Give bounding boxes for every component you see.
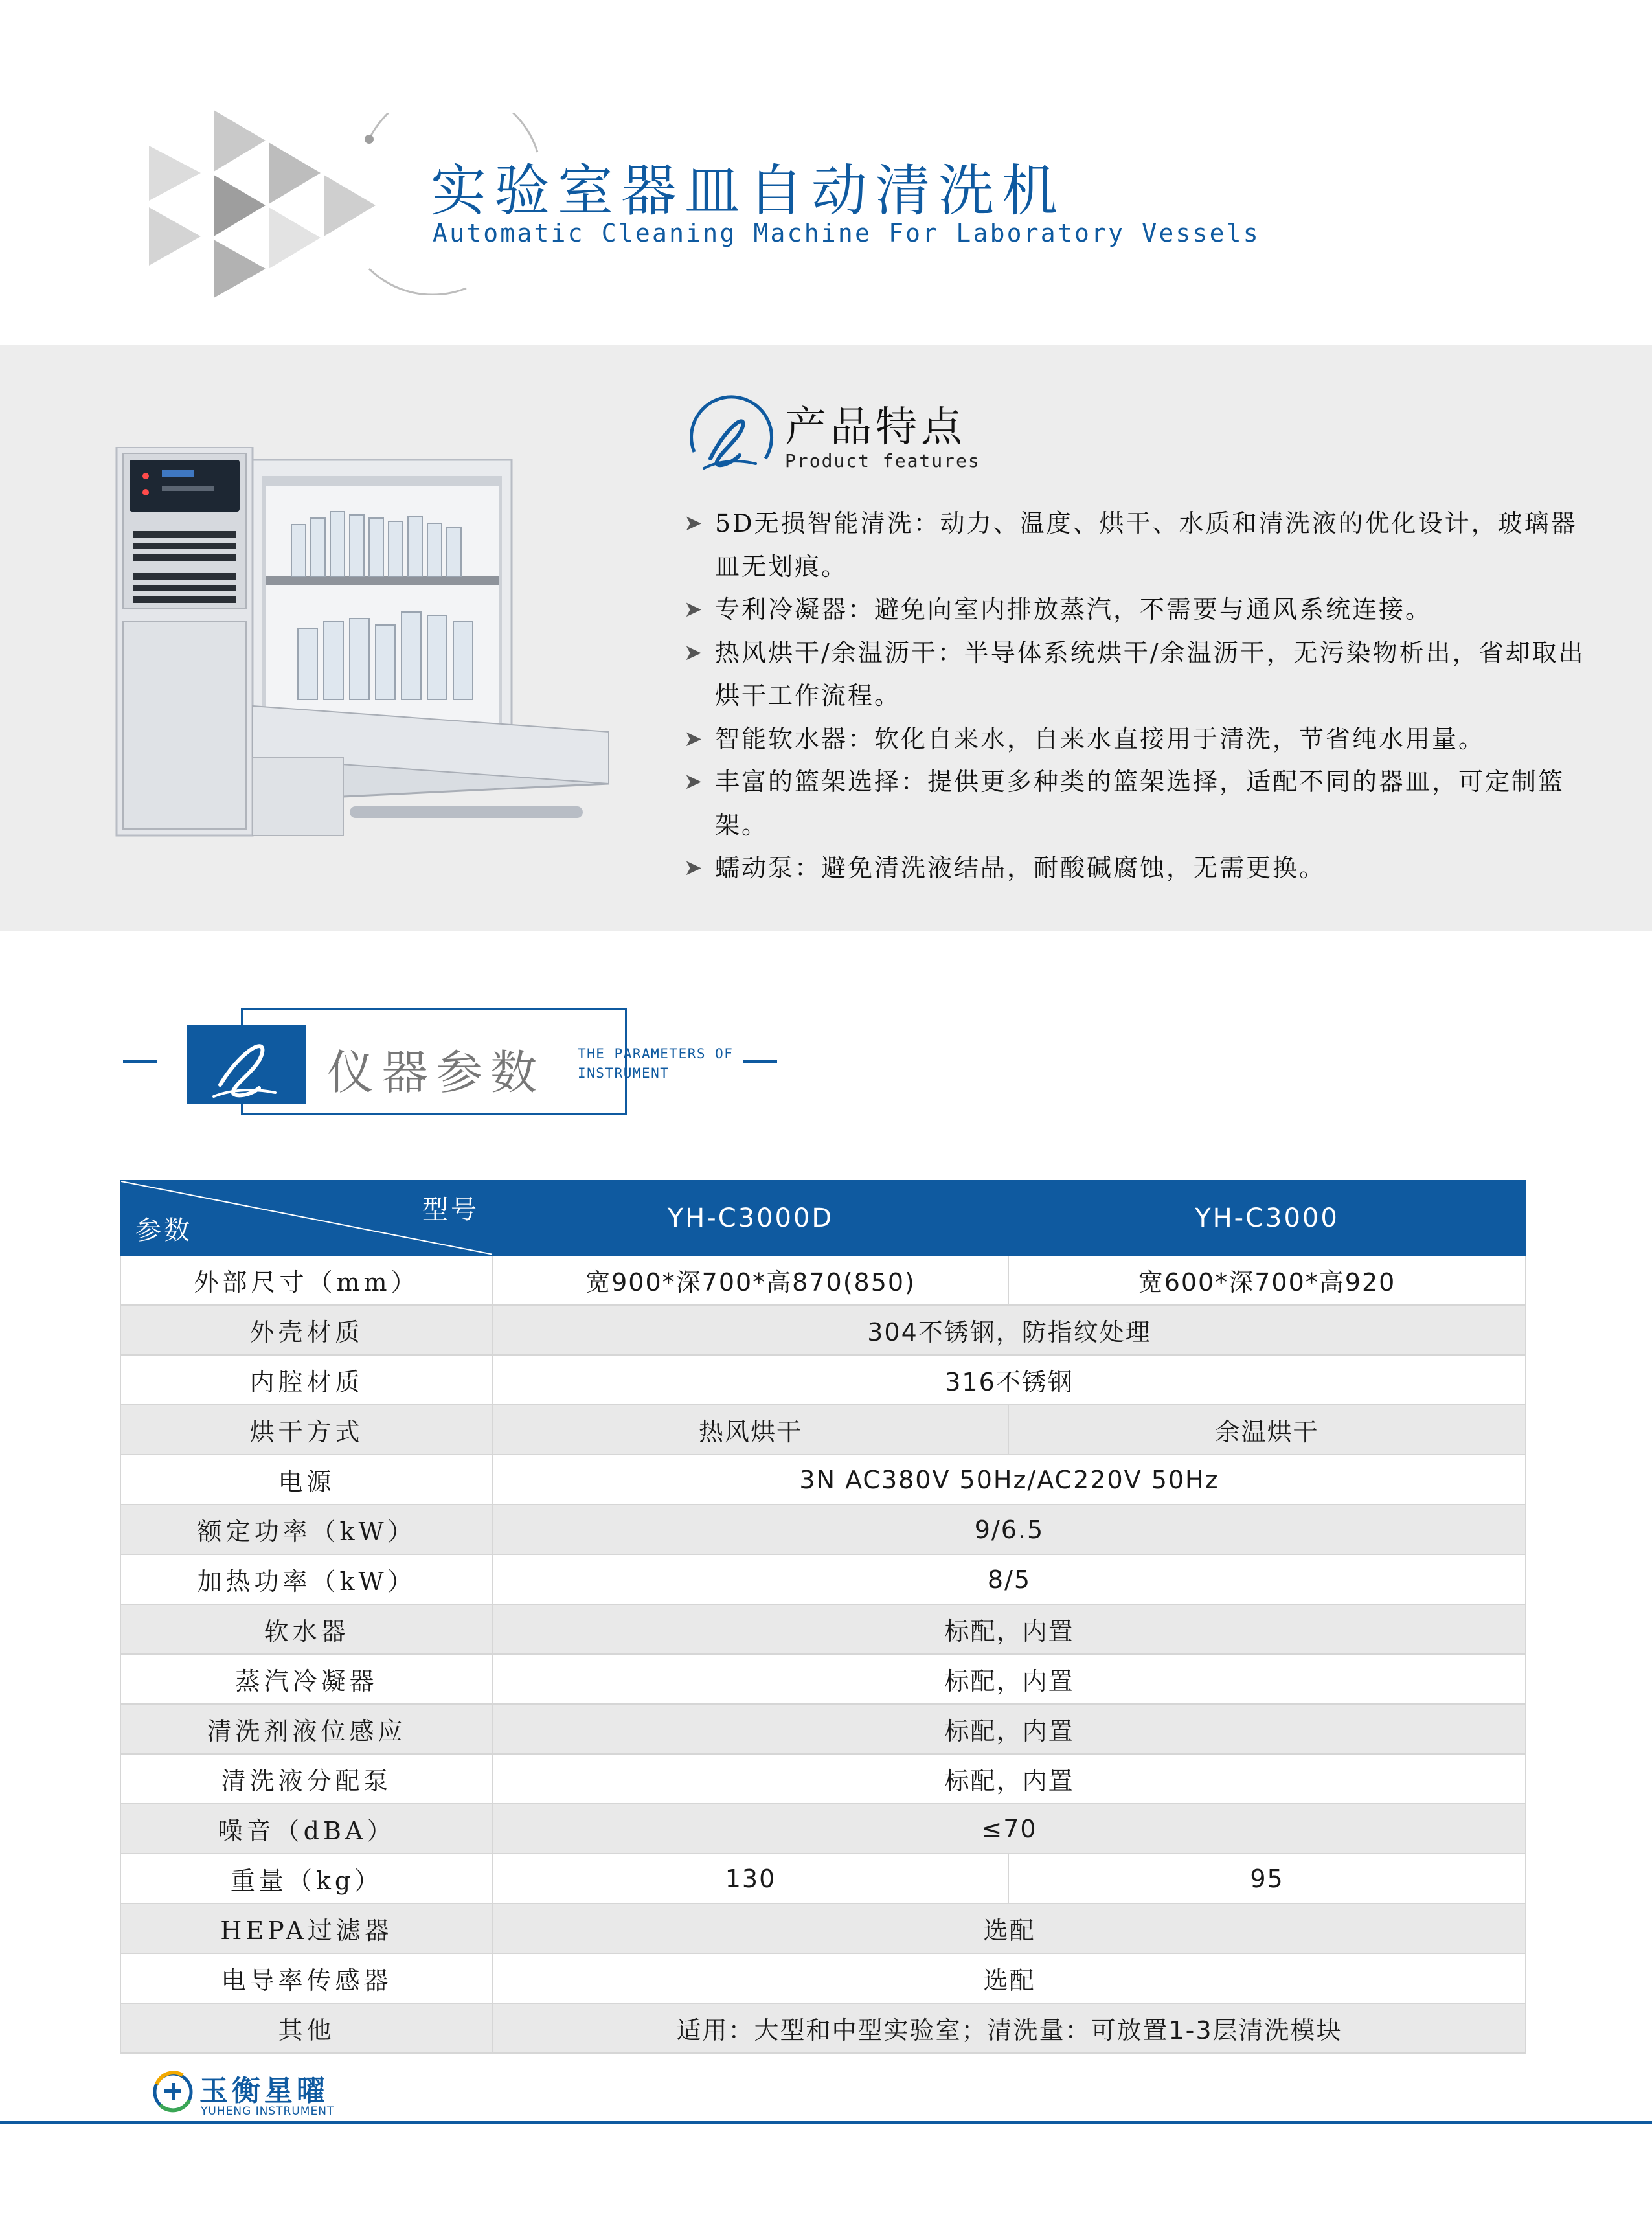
row-value: 宽600*深700*高920 bbox=[1008, 1255, 1526, 1305]
row-label: 其他 bbox=[120, 2003, 493, 2053]
corner-model-label: 型号 bbox=[422, 1195, 479, 1225]
features-logo-icon bbox=[681, 387, 778, 484]
row-value: 热风烘干 bbox=[493, 1405, 1008, 1455]
feature-item: ➤ 5D无损智能清洗：动力、温度、烘干、水质和清洗液的优化设计，玻璃器皿无划痕。 bbox=[681, 502, 1601, 588]
row-value: 宽900*深700*高870(850) bbox=[493, 1255, 1008, 1305]
table-row bbox=[120, 1704, 1526, 1754]
arrow-bullet-icon: ➤ bbox=[684, 855, 705, 881]
features-list bbox=[681, 502, 1601, 890]
table-row bbox=[120, 1405, 1526, 1455]
table-row bbox=[120, 1255, 1526, 1305]
brand-logo-icon bbox=[150, 2065, 196, 2117]
table-row bbox=[120, 1854, 1526, 1903]
params-subtitle: THE PARAMETERS OF INSTRUMENT bbox=[578, 1046, 734, 1081]
table-row bbox=[120, 1903, 1526, 1953]
arrow-bullet-icon: ➤ bbox=[684, 596, 705, 622]
row-value: 标配，内置 bbox=[493, 1604, 1526, 1654]
footer-rule bbox=[0, 2121, 1652, 2124]
row-label: 外部尺寸（mm） bbox=[120, 1255, 493, 1305]
arrow-bullet-icon: ➤ bbox=[684, 510, 705, 536]
feature-item: ➤ 蠕动泵：避免清洗液结晶，耐酸碱腐蚀，无需更换。 bbox=[681, 846, 1601, 890]
row-label: 软水器 bbox=[120, 1604, 493, 1654]
row-label: 噪音（dBA） bbox=[120, 1804, 493, 1854]
row-value: 标配，内置 bbox=[493, 1754, 1526, 1804]
row-label: 烘干方式 bbox=[120, 1405, 493, 1455]
table-row bbox=[120, 1604, 1526, 1654]
footer-brand-en: YUHENG INSTRUMENT bbox=[201, 2105, 335, 2118]
row-value: 8/5 bbox=[493, 1554, 1526, 1604]
table-row bbox=[120, 1355, 1526, 1405]
row-label: 蒸汽冷凝器 bbox=[120, 1654, 493, 1704]
arrow-bullet-icon: ➤ bbox=[684, 639, 705, 666]
spec-table-body bbox=[120, 1255, 1526, 2053]
table-row bbox=[120, 1953, 1526, 2003]
feature-item: ➤ 丰富的篮架选择：提供更多种类的篮架选择，适配不同的器皿，可定制篮架。 bbox=[681, 760, 1601, 846]
row-value: 适用：大型和中型实验室；清洗量：可放置1-3层清洗模块 bbox=[493, 2003, 1526, 2053]
row-label: 清洗液分配泵 bbox=[120, 1754, 493, 1804]
row-value: 304不锈钢，防指纹处理 bbox=[493, 1305, 1526, 1355]
table-row bbox=[120, 1754, 1526, 1804]
row-value: 标配，内置 bbox=[493, 1704, 1526, 1754]
features-subtitle: Product features bbox=[785, 450, 980, 471]
model-header: YH-C3000D bbox=[493, 1181, 1008, 1255]
row-label: 加热功率（kW） bbox=[120, 1554, 493, 1604]
row-value: 9/6.5 bbox=[493, 1505, 1526, 1554]
spec-table bbox=[120, 1180, 1526, 2054]
row-value: 316不锈钢 bbox=[493, 1355, 1526, 1405]
heading-rule-right bbox=[743, 1060, 777, 1063]
page-subtitle: Automatic Cleaning Machine For Laboratory Vessels bbox=[433, 219, 1260, 247]
corner-param-label: 参数 bbox=[135, 1216, 192, 1245]
feature-item: ➤ 专利冷凝器：避免向室内排放蒸汽，不需要与通风系统连接。 bbox=[681, 588, 1601, 631]
product-image bbox=[104, 447, 673, 848]
row-label: 电导率传感器 bbox=[120, 1953, 493, 2003]
table-row bbox=[120, 1554, 1526, 1604]
row-label: 外壳材质 bbox=[120, 1305, 493, 1355]
row-value: 选配 bbox=[493, 1903, 1526, 1953]
table-row bbox=[120, 1654, 1526, 1704]
table-row bbox=[120, 1505, 1526, 1554]
row-value: 标配，内置 bbox=[493, 1654, 1526, 1704]
arrow-bullet-icon: ➤ bbox=[684, 769, 705, 795]
table-row bbox=[120, 2003, 1526, 2053]
table-row bbox=[120, 1305, 1526, 1355]
page-title: 实验室器皿自动清洗机 bbox=[431, 159, 1065, 223]
params-title: 仪器参数 bbox=[327, 1045, 545, 1100]
arrow-bullet-icon: ➤ bbox=[684, 725, 705, 752]
row-value: 余温烘干 bbox=[1008, 1405, 1526, 1455]
table-row bbox=[120, 1455, 1526, 1505]
table-row bbox=[120, 1804, 1526, 1854]
params-logo-icon bbox=[194, 1027, 298, 1103]
row-value: 130 bbox=[493, 1854, 1008, 1903]
row-label: HEPA过滤器 bbox=[120, 1903, 493, 1953]
model-header: YH-C3000 bbox=[1008, 1181, 1526, 1255]
table-header-row bbox=[120, 1181, 1526, 1255]
row-value: ≤70 bbox=[493, 1804, 1526, 1854]
row-label: 重量（kg） bbox=[120, 1854, 493, 1903]
row-value: 选配 bbox=[493, 1953, 1526, 2003]
footer-brand-name: 玉衡星曜 bbox=[199, 2074, 329, 2107]
table-corner-cell bbox=[120, 1181, 493, 1255]
row-value: 3N AC380V 50Hz/AC220V 50Hz bbox=[493, 1455, 1526, 1505]
features-title: 产品特点 bbox=[785, 403, 966, 451]
row-label: 内腔材质 bbox=[120, 1355, 493, 1405]
feature-item: ➤ 智能软水器：软化自来水，自来水直接用于清洗，节省纯水用量。 bbox=[681, 718, 1601, 761]
row-label: 电源 bbox=[120, 1455, 493, 1505]
feature-item: ➤ 热风烘干/余温沥干：半导体系统烘干/余温沥干，无污染物析出，省却取出烘干工作流程。 bbox=[681, 631, 1601, 718]
row-value: 95 bbox=[1008, 1854, 1526, 1903]
row-label: 额定功率（kW） bbox=[120, 1505, 493, 1554]
row-label: 清洗剂液位感应 bbox=[120, 1704, 493, 1754]
heading-rule-left bbox=[123, 1060, 157, 1063]
